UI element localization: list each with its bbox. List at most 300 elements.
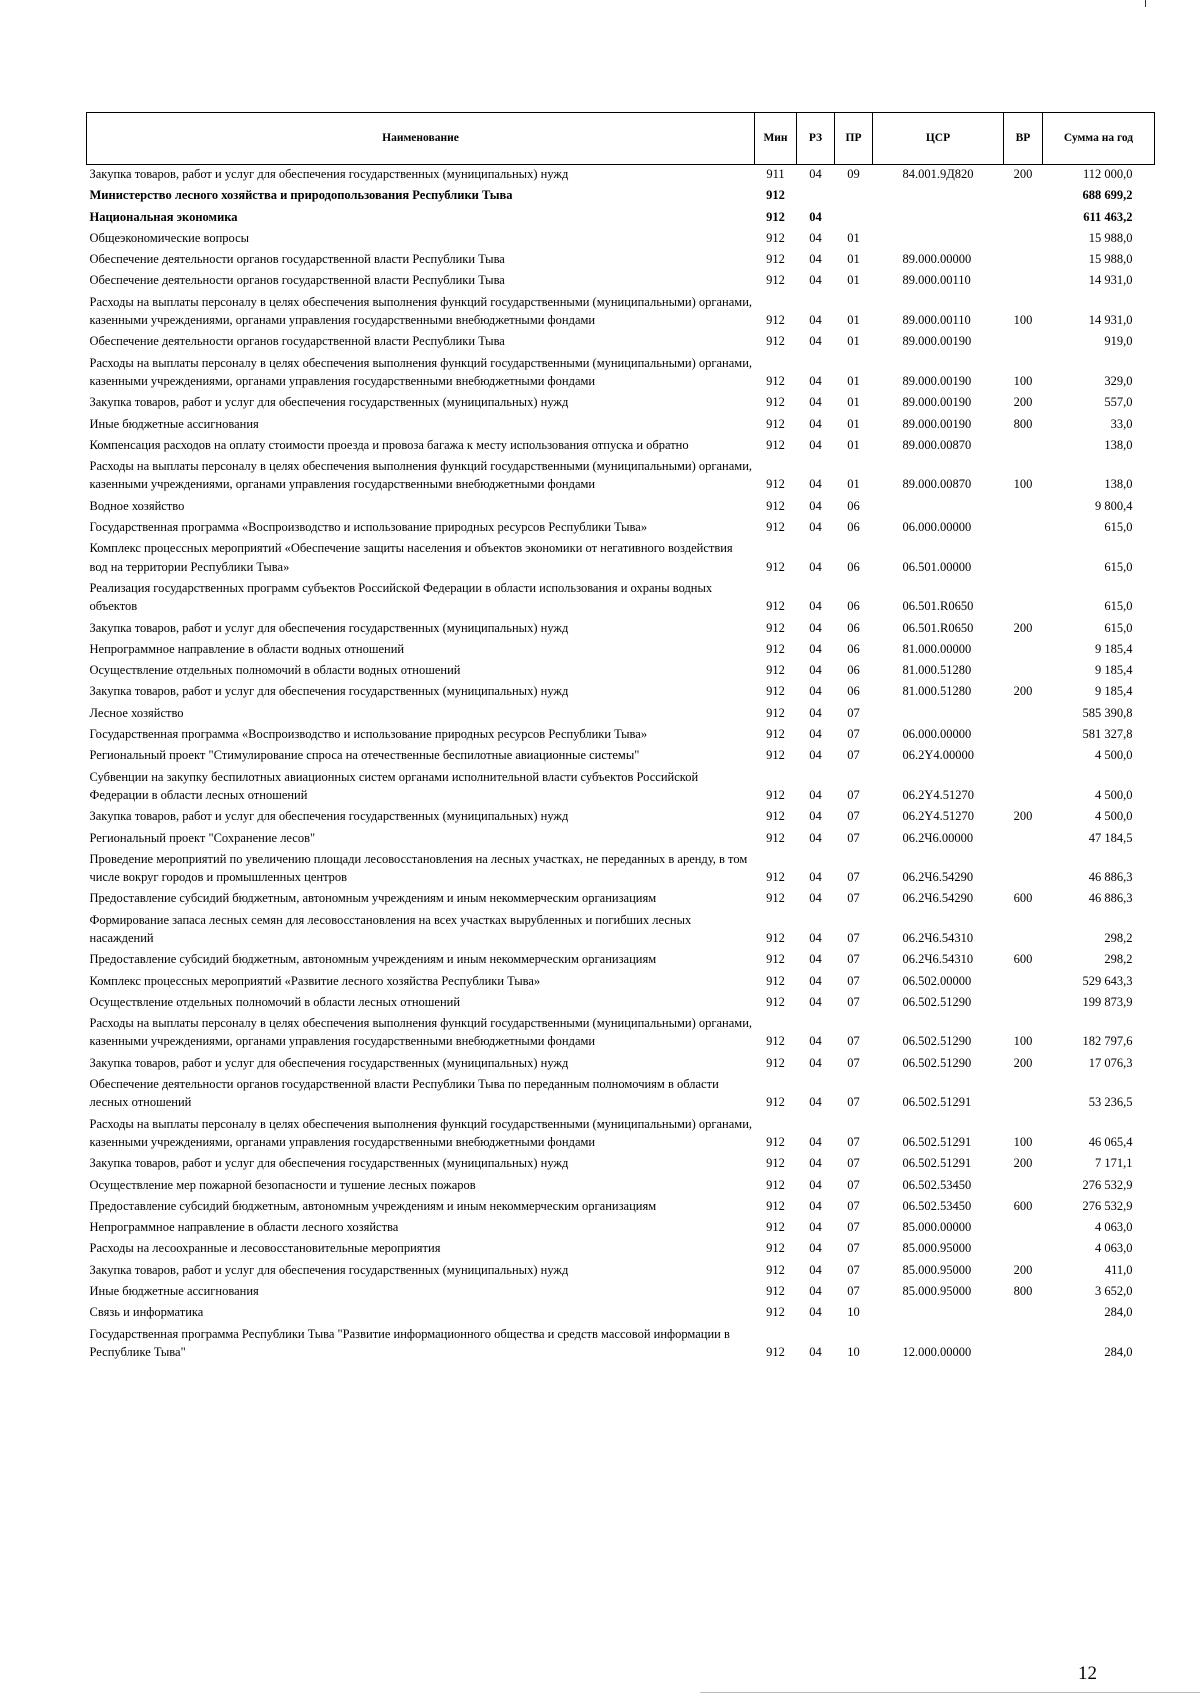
header-pr: ПР xyxy=(835,113,873,165)
cell-name: Формирование запаса лесных семян для лесовосстановления на всех участках вырубленных и погибших лесных насаждений xyxy=(89,912,692,945)
cell-pr: 07 xyxy=(847,1034,860,1049)
table-row xyxy=(87,270,1155,291)
cell-pr: 01 xyxy=(847,437,860,452)
cell-pr: 07 xyxy=(847,1055,860,1070)
table-row xyxy=(87,849,1155,889)
cell-name: Связь и информатика xyxy=(89,1305,204,1320)
cell-name: Закупка товаров, работ и услуг для обеспечения государственных (муниципальных) нужд xyxy=(89,1262,569,1277)
cell-name: Закупка товаров, работ и услуг для обеспечения государственных (муниципальных) нужд xyxy=(89,167,569,181)
cell-min: 912 xyxy=(766,599,785,614)
cell-pr: 07 xyxy=(847,994,860,1009)
cell-pr: 01 xyxy=(847,477,860,492)
cell-sum: 14 931,0 xyxy=(1088,313,1133,328)
cell-name: Государственная программа «Воспроизводство и использование природных ресурсов Республики Тыва» xyxy=(89,727,648,742)
cell-csr: 06.2Ч6.54290 xyxy=(902,870,974,885)
cell-vr: 200 xyxy=(1013,620,1033,635)
cell-vr: 200 xyxy=(1013,395,1033,410)
table-row xyxy=(87,392,1155,413)
page-number: 12 xyxy=(1078,1663,1097,1684)
table-row xyxy=(87,1302,1155,1323)
cell-csr: 89.000.00190 xyxy=(902,373,972,388)
cell-pr: 01 xyxy=(847,334,860,349)
cell-name: Обеспечение деятельности органов государственной власти Республики Тыва по переданным полномочиям в области лесных отношений xyxy=(89,1077,719,1110)
cell-csr: 85.000.95000 xyxy=(902,1284,972,1299)
cell-min: 912 xyxy=(766,373,785,388)
cell-sum: 182 797,6 xyxy=(1082,1034,1133,1049)
table-row xyxy=(87,1238,1155,1259)
table-row xyxy=(87,578,1155,618)
cell-rz: 04 xyxy=(809,891,822,906)
cell-min: 912 xyxy=(766,727,785,742)
cell-rz: 04 xyxy=(809,477,822,492)
cell-sum: 411,0 xyxy=(1104,1262,1133,1277)
cell-pr: 01 xyxy=(847,373,860,388)
cell-pr: 07 xyxy=(847,705,860,720)
cell-sum: 9 185,4 xyxy=(1095,641,1133,656)
table-row xyxy=(87,207,1155,228)
cell-pr: 07 xyxy=(847,1220,860,1235)
cell-sum: 46 886,3 xyxy=(1088,870,1133,885)
cell-csr: 06.2Y4.00000 xyxy=(902,748,975,763)
table-row xyxy=(87,745,1155,766)
table-row xyxy=(87,538,1155,578)
cell-rz: 04 xyxy=(809,395,822,410)
table-row xyxy=(87,660,1155,681)
cell-min: 912 xyxy=(766,1241,785,1256)
cell-sum: 46 886,3 xyxy=(1088,891,1133,906)
cell-rz: 04 xyxy=(809,373,822,388)
cell-sum: 298,2 xyxy=(1104,930,1133,945)
cell-rz: 04 xyxy=(809,870,822,885)
cell-sum: 7 171,1 xyxy=(1095,1156,1133,1171)
cell-min: 912 xyxy=(766,1134,785,1149)
cell-rz: 04 xyxy=(809,620,822,635)
cell-vr xyxy=(1004,1324,1043,1364)
cell-vr xyxy=(1004,971,1043,992)
table-row xyxy=(87,1114,1155,1154)
scan-mark xyxy=(1145,0,1146,7)
cell-sum: 615,0 xyxy=(1104,520,1133,535)
cell-name: Закупка товаров, работ и услуг для обеспечения государственных (муниципальных) нужд xyxy=(89,395,569,410)
cell-name: Обеспечение деятельности органов государственной власти Республики Тыва xyxy=(89,252,505,267)
cell-pr: 01 xyxy=(847,395,860,410)
cell-sum: 138,0 xyxy=(1104,477,1133,492)
cell-vr xyxy=(1004,578,1043,618)
cell-csr: 84.001.9Д820 xyxy=(902,167,974,181)
cell-rz: 04 xyxy=(809,437,822,452)
cell-pr: 07 xyxy=(847,930,860,945)
cell-min: 912 xyxy=(766,188,785,203)
cell-name: Обеспечение деятельности органов государственной власти Республики Тыва xyxy=(89,334,505,349)
cell-pr: 06 xyxy=(847,684,860,699)
cell-vr xyxy=(1004,660,1043,681)
cell-sum: 688 699,2 xyxy=(1082,188,1133,203)
cell-sum: 581 327,8 xyxy=(1082,727,1133,742)
cell-sum: 615,0 xyxy=(1104,620,1133,635)
header-csr: ЦСР xyxy=(873,113,1004,165)
table-row xyxy=(87,165,1155,186)
cell-rz: 04 xyxy=(809,599,822,614)
table-row xyxy=(87,1196,1155,1217)
table-row xyxy=(87,292,1155,332)
cell-vr xyxy=(1004,992,1043,1013)
cell-min: 912 xyxy=(766,641,785,656)
cell-vr: 600 xyxy=(1013,1198,1033,1213)
cell-csr: 81.000.00000 xyxy=(902,641,972,656)
cell-csr: 06.2Ч6.54310 xyxy=(902,930,974,945)
cell-name: Водное хозяйство xyxy=(89,498,185,513)
table-row xyxy=(87,806,1155,827)
cell-sum: 4 500,0 xyxy=(1095,748,1133,763)
cell-csr: 06.2Ч6.00000 xyxy=(902,830,974,845)
cell-sum: 4 063,0 xyxy=(1095,1241,1133,1256)
cell-sum: 9 185,4 xyxy=(1095,663,1133,678)
cell-csr: 06.2Ч6.54310 xyxy=(902,952,974,967)
cell-rz: 04 xyxy=(809,1134,822,1149)
cell-min: 912 xyxy=(766,1055,785,1070)
cell-min: 912 xyxy=(766,477,785,492)
cell-vr xyxy=(1004,745,1043,766)
cell-min: 912 xyxy=(766,395,785,410)
cell-min: 912 xyxy=(766,1344,785,1359)
table-row xyxy=(87,185,1155,206)
cell-csr: 06.501.00000 xyxy=(902,559,972,574)
cell-rz: 04 xyxy=(809,1198,822,1213)
cell-pr: 07 xyxy=(847,787,860,802)
cell-csr: 06.502.51290 xyxy=(902,994,972,1009)
cell-rz: 04 xyxy=(809,1177,822,1192)
table-row xyxy=(87,1260,1155,1281)
cell-vr xyxy=(1004,703,1043,724)
cell-name: Расходы на выплаты персоналу в целях обеспечения выполнения функций государственными (муниципальными) органами, казенными учреждениями, органами управления государственными внебюджетными фондами xyxy=(89,1016,753,1049)
table-row xyxy=(87,414,1155,435)
cell-name: Реализация государственных программ субъектов Российской Федерации в области использования и охраны водных объектов xyxy=(89,580,713,614)
cell-pr: 07 xyxy=(847,952,860,967)
cell-pr: 01 xyxy=(847,252,860,267)
table-row xyxy=(87,249,1155,270)
cell-sum: 47 184,5 xyxy=(1088,830,1133,845)
cell-rz: 04 xyxy=(809,748,822,763)
cell-vr xyxy=(1004,910,1043,950)
cell-vr: 200 xyxy=(1013,167,1033,181)
cell-rz: 04 xyxy=(809,520,822,535)
table-row xyxy=(87,992,1155,1013)
cell-sum: 284,0 xyxy=(1104,1305,1133,1320)
cell-pr: 06 xyxy=(847,559,860,574)
cell-name: Субвенции на закупку беспилотных авиационных систем органами исполнительной власти субъектов Российской Федерации в области лесных отношений xyxy=(89,769,699,802)
cell-sum: 615,0 xyxy=(1104,599,1133,614)
cell-rz: 04 xyxy=(809,663,822,678)
cell-csr: 06.501.R0650 xyxy=(902,599,974,614)
cell-csr: 12.000.00000 xyxy=(902,1344,972,1359)
cell-min: 912 xyxy=(766,559,785,574)
cell-sum: 298,2 xyxy=(1104,952,1133,967)
cell-rz: 04 xyxy=(809,498,822,513)
cell-rz: 04 xyxy=(809,167,822,181)
cell-sum: 53 236,5 xyxy=(1088,1095,1133,1110)
cell-rz: 04 xyxy=(809,641,822,656)
table-row xyxy=(87,1053,1155,1074)
cell-csr: 89.000.00190 xyxy=(902,334,972,349)
cell-csr: 06.502.00000 xyxy=(902,973,972,988)
cell-name: Непрограммное направление в области водных отношений xyxy=(89,641,405,656)
table-header-row xyxy=(87,113,1155,165)
cell-pr: 01 xyxy=(847,273,860,288)
cell-name: Закупка товаров, работ и услуг для обеспечения государственных (муниципальных) нужд xyxy=(89,1156,569,1171)
cell-sum: 9 800,4 xyxy=(1095,498,1133,513)
cell-min: 912 xyxy=(766,1034,785,1049)
cell-csr: 81.000.51280 xyxy=(902,684,972,699)
table-row xyxy=(87,681,1155,702)
cell-name: Осуществление отдельных полномочий в области лесных отношений xyxy=(89,994,461,1009)
cell-rz: 04 xyxy=(809,559,822,574)
cell-vr xyxy=(1004,1238,1043,1259)
table-row xyxy=(87,703,1155,724)
cell-sum: 112 000,0 xyxy=(1082,167,1133,181)
table-row xyxy=(87,1074,1155,1114)
cell-rz: 04 xyxy=(809,209,822,224)
table-row xyxy=(87,1013,1155,1053)
cell-min: 912 xyxy=(766,787,785,802)
cell-rz: 04 xyxy=(809,334,822,349)
cell-name: Осуществление отдельных полномочий в области водных отношений xyxy=(89,663,461,678)
cell-vr xyxy=(1004,767,1043,807)
cell-min: 912 xyxy=(766,209,785,224)
cell-rz: 04 xyxy=(809,273,822,288)
table-row xyxy=(87,724,1155,745)
cell-min: 911 xyxy=(766,167,785,181)
cell-min: 912 xyxy=(766,230,785,245)
cell-min: 912 xyxy=(766,313,785,328)
cell-csr: 81.000.51280 xyxy=(902,663,972,678)
cell-min: 912 xyxy=(766,1177,785,1192)
cell-vr xyxy=(1004,639,1043,660)
cell-csr xyxy=(873,496,1004,517)
cell-min: 912 xyxy=(766,1220,785,1235)
cell-name: Иные бюджетные ассигнования xyxy=(89,1284,259,1299)
cell-csr: 06.2Ч6.54290 xyxy=(902,891,974,906)
cell-min: 912 xyxy=(766,252,785,267)
cell-name: Предоставление субсидий бюджетным, автономным учреждениям и иным некоммерческим организациям xyxy=(89,1198,657,1213)
cell-csr: 85.000.95000 xyxy=(902,1262,972,1277)
cell-vr xyxy=(1004,538,1043,578)
cell-sum: 14 931,0 xyxy=(1088,273,1133,288)
cell-min: 912 xyxy=(766,1198,785,1213)
cell-pr: 09 xyxy=(847,167,860,181)
cell-csr: 06.501.R0650 xyxy=(902,620,974,635)
cell-csr: 06.502.53450 xyxy=(902,1198,972,1213)
header-vr: ВР xyxy=(1004,113,1043,165)
cell-min: 912 xyxy=(766,994,785,1009)
cell-csr: 06.502.51290 xyxy=(902,1034,972,1049)
cell-pr: 06 xyxy=(847,663,860,678)
cell-csr: 89.000.00870 xyxy=(902,437,972,452)
cell-name: Расходы на выплаты персоналу в целях обеспечения выполнения функций государственными (муниципальными) органами, казенными учреждениями, органами управления государственными внебюджетными фондами xyxy=(89,294,753,328)
cell-name: Закупка товаров, работ и услуг для обеспечения государственных (муниципальных) нужд xyxy=(89,1055,569,1070)
cell-csr: 06.000.00000 xyxy=(902,727,972,742)
cell-pr: 07 xyxy=(847,809,860,824)
cell-min: 912 xyxy=(766,748,785,763)
cell-pr: 06 xyxy=(847,498,860,513)
cell-csr: 89.000.00110 xyxy=(902,273,971,288)
cell-sum: 284,0 xyxy=(1104,1344,1133,1359)
cell-vr xyxy=(1004,496,1043,517)
cell-pr: 06 xyxy=(847,599,860,614)
cell-vr xyxy=(1004,207,1043,228)
cell-vr: 100 xyxy=(1013,1134,1033,1149)
cell-vr: 600 xyxy=(1013,891,1033,906)
cell-rz: 04 xyxy=(809,1034,822,1049)
cell-rz: 04 xyxy=(809,252,822,267)
cell-csr: 06.2Y4.51270 xyxy=(902,787,975,802)
cell-min: 912 xyxy=(766,334,785,349)
cell-rz: 04 xyxy=(809,230,822,245)
cell-pr: 07 xyxy=(847,1134,860,1149)
table-row xyxy=(87,517,1155,538)
table-row xyxy=(87,618,1155,639)
cell-csr: 85.000.00000 xyxy=(902,1220,972,1235)
cell-name: Министерство лесного хозяйства и природопользования Республики Тыва xyxy=(89,188,513,203)
cell-rz: 04 xyxy=(809,705,822,720)
table-row xyxy=(87,949,1155,970)
cell-name: Национальная экономика xyxy=(89,209,238,224)
cell-pr: 07 xyxy=(847,1198,860,1213)
cell-rz: 04 xyxy=(809,994,822,1009)
cell-min: 912 xyxy=(766,520,785,535)
cell-csr: 06.2Y4.51270 xyxy=(902,809,975,824)
cell-vr xyxy=(1004,517,1043,538)
cell-csr: 89.000.00870 xyxy=(902,477,972,492)
table-row xyxy=(87,1281,1155,1302)
cell-name: Комплекс процессных мероприятий «Развитие лесного хозяйства Республики Тыва» xyxy=(89,973,541,988)
cell-sum: 529 643,3 xyxy=(1082,973,1133,988)
cell-rz: 04 xyxy=(809,1241,822,1256)
cell-pr: 10 xyxy=(847,1305,860,1320)
cell-sum: 329,0 xyxy=(1104,373,1133,388)
cell-name: Общеэкономические вопросы xyxy=(89,230,250,245)
cell-rz: 04 xyxy=(809,1156,822,1171)
cell-csr: 06.502.53450 xyxy=(902,1177,972,1192)
cell-rz xyxy=(797,185,835,206)
cell-min: 912 xyxy=(766,809,785,824)
cell-vr: 200 xyxy=(1013,1055,1033,1070)
cell-pr: 07 xyxy=(847,1262,860,1277)
cell-csr: 06.502.51291 xyxy=(902,1095,972,1110)
cell-csr: 06.000.00000 xyxy=(902,520,972,535)
cell-pr: 01 xyxy=(847,313,860,328)
cell-name: Осуществление мер пожарной безопасности и тушение лесных пожаров xyxy=(89,1177,476,1192)
cell-pr: 07 xyxy=(847,1241,860,1256)
table-row xyxy=(87,888,1155,909)
cell-sum: 15 988,0 xyxy=(1088,230,1133,245)
cell-rz: 04 xyxy=(809,930,822,945)
cell-min: 912 xyxy=(766,930,785,945)
header-rz: РЗ xyxy=(797,113,835,165)
cell-sum: 557,0 xyxy=(1104,395,1133,410)
budget-table xyxy=(86,112,1155,1363)
cell-rz: 04 xyxy=(809,684,822,699)
cell-rz: 04 xyxy=(809,416,822,431)
cell-name: Закупка товаров, работ и услуг для обеспечения государственных (муниципальных) нужд xyxy=(89,684,569,699)
cell-sum: 4 500,0 xyxy=(1095,809,1133,824)
cell-csr xyxy=(873,207,1004,228)
cell-rz: 04 xyxy=(809,830,822,845)
cell-name: Комплекс процессных мероприятий «Обеспечение защиты населения и объектов экономики от негативного воздействия вод на территории Республики Тыва» xyxy=(89,541,733,574)
cell-rz: 04 xyxy=(809,1305,822,1320)
cell-vr: 800 xyxy=(1013,416,1033,431)
cell-rz: 04 xyxy=(809,787,822,802)
cell-name: Региональный проект "Стимулирование спроса на отечественные беспилотные авиационные системы" xyxy=(89,748,640,763)
table-row xyxy=(87,1324,1155,1364)
cell-vr: 100 xyxy=(1013,313,1033,328)
cell-pr: 07 xyxy=(847,1156,860,1171)
cell-vr xyxy=(1004,270,1043,291)
cell-vr: 200 xyxy=(1013,809,1033,824)
cell-min: 912 xyxy=(766,498,785,513)
cell-name: Государственная программа Республики Тыва "Развитие информационного общества и средств массовой информации в Республике Тыва" xyxy=(89,1326,730,1359)
cell-name: Непрограммное направление в области лесного хозяйства xyxy=(89,1220,399,1235)
scan-bottom-line xyxy=(700,1692,1200,1693)
cell-vr xyxy=(1004,1074,1043,1114)
header-name: Наименование xyxy=(87,113,755,165)
cell-vr xyxy=(1004,849,1043,889)
cell-sum: 615,0 xyxy=(1104,559,1133,574)
cell-name: Предоставление субсидий бюджетным, автономным учреждениям и иным некоммерческим организациям xyxy=(89,952,657,967)
cell-csr xyxy=(873,1302,1004,1323)
cell-sum: 138,0 xyxy=(1104,437,1133,452)
cell-csr: 89.000.00000 xyxy=(902,252,972,267)
cell-min: 912 xyxy=(766,1262,785,1277)
cell-csr: 89.000.00110 xyxy=(902,313,971,328)
cell-name: Расходы на выплаты персоналу в целях обеспечения выполнения функций государственными (муниципальными) органами, казенными учреждениями, органами управления государственными внебюджетными фондами xyxy=(89,355,753,388)
cell-rz: 04 xyxy=(809,952,822,967)
cell-pr: 01 xyxy=(847,416,860,431)
cell-min: 912 xyxy=(766,663,785,678)
cell-rz: 04 xyxy=(809,313,822,328)
cell-vr: 100 xyxy=(1013,373,1033,388)
cell-sum: 4 063,0 xyxy=(1095,1220,1133,1235)
cell-vr: 200 xyxy=(1013,1156,1033,1171)
cell-csr xyxy=(873,185,1004,206)
cell-rz: 04 xyxy=(809,1262,822,1277)
cell-vr xyxy=(1004,1217,1043,1238)
table-row xyxy=(87,456,1155,496)
cell-rz: 04 xyxy=(809,727,822,742)
table-row xyxy=(87,1153,1155,1174)
cell-csr: 06.502.51290 xyxy=(902,1055,972,1070)
cell-name: Лесное хозяйство xyxy=(89,705,184,720)
cell-vr xyxy=(1004,1302,1043,1323)
cell-vr: 100 xyxy=(1013,477,1033,492)
cell-csr: 89.000.00190 xyxy=(902,395,972,410)
table-row xyxy=(87,767,1155,807)
cell-name: Проведение мероприятий по увеличению площади лесовосстановления на лесных участках, не переданных в аренду, в том числе вокруг городов и промышленных центров xyxy=(89,851,748,885)
table-row xyxy=(87,639,1155,660)
cell-name: Обеспечение деятельности органов государственной власти Республики Тыва xyxy=(89,273,505,288)
table-row xyxy=(87,1175,1155,1196)
cell-sum: 9 185,4 xyxy=(1095,684,1133,699)
cell-name: Закупка товаров, работ и услуг для обеспечения государственных (муниципальных) нужд xyxy=(89,809,569,824)
cell-min: 912 xyxy=(766,870,785,885)
cell-csr xyxy=(873,703,1004,724)
cell-pr xyxy=(835,207,873,228)
cell-name: Иные бюджетные ассигнования xyxy=(89,416,259,431)
cell-min: 912 xyxy=(766,273,785,288)
cell-min: 912 xyxy=(766,1305,785,1320)
cell-name: Региональный проект "Сохранение лесов" xyxy=(89,830,316,845)
cell-vr xyxy=(1004,1175,1043,1196)
cell-csr: 06.502.51291 xyxy=(902,1134,972,1149)
